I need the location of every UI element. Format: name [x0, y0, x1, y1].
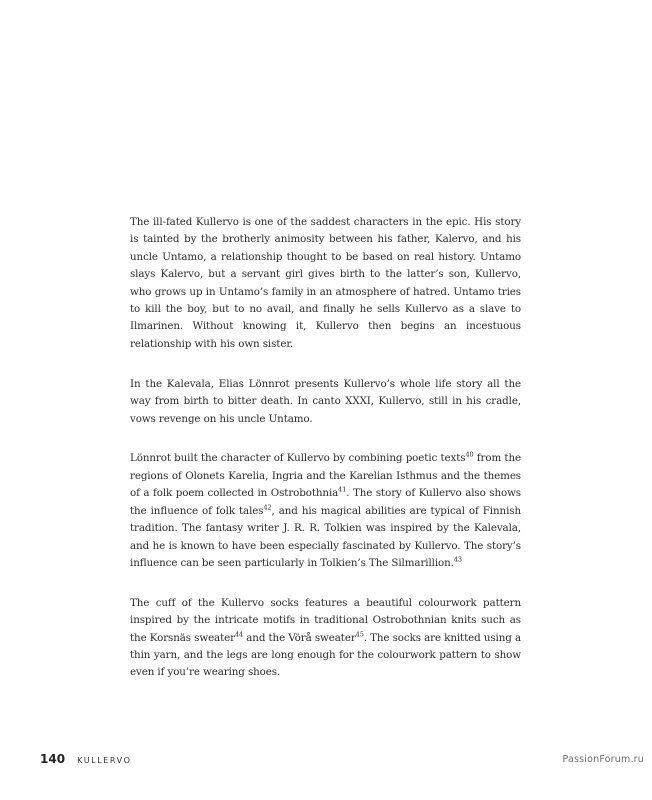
footnote-ref: 44 [234, 630, 244, 639]
text-run: In the Kalevala, Elias Lönnrot presents Kullervo’s whole life story all the way from birth to bitter death. In canto XXXI, Kullervo, still in his cradle, vows revenge on his uncle Untamo. [130, 377, 521, 425]
body-text [130, 214, 521, 704]
page-number: 140 [40, 752, 66, 766]
footnote-ref: 41 [338, 485, 347, 494]
footnote-ref: 42 [263, 503, 272, 512]
text-run: The cuff of the Kullervo socks features a beautiful colourwork pattern inspired by the intricate motifs in traditional Ostrobothnian knits such as the Korsnäs sweater [130, 596, 521, 644]
paragraph [130, 376, 521, 428]
watermark: PassionForum.ru [562, 754, 644, 765]
running-head: KULLERVO [77, 756, 132, 765]
paragraph [130, 214, 521, 353]
text-run: . The socks are knitted using a thin yarn, and the legs are long enough for the colourwork pattern to show even if you’re wearing shoes. [130, 631, 522, 679]
paragraph [130, 595, 521, 682]
text-run: . The story of Kullervo also shows the influence of folk tales [130, 487, 521, 517]
footnote-ref: 40 [465, 451, 474, 460]
paragraph [130, 450, 521, 572]
footnote-ref: 43 [453, 555, 462, 564]
text-run: Lönnrot built the character of Kullervo by combining poetic texts [130, 452, 466, 465]
footnote-ref: 45 [355, 630, 364, 639]
text-run: from the regions of Olonets Karelia, Ingria and the Karelian Isthmus and the themes of a folk poem collected in Ostrobothnia [130, 452, 521, 500]
text-run: , and his magical abilities are typical of Finnish tradition. The fantasy writer J. R. R. Tolkien was inspired by the Kalevala, and he is known to have been especially fascinated by Kullervo. The story’s influence can be seen particularly in Tolkien’s The Silmarillion. [130, 504, 521, 569]
page-footer [40, 752, 131, 766]
text-run: and the Vörå sweater [243, 631, 356, 644]
text-run: The ill-fated Kullervo is one of the saddest characters in the epic. His story is tainted by the brotherly animosity between his father, Kalervo, and his uncle Untamo, a relationship thought to be based on real history. Untamo slays Kalervo, but a servant girl gives birth to the latter’s son, Kullervo, who grows up in Untamo’s family in an atmosphere of hatred. Untamo tries to kill the boy, but to no avail, and finally he sells Kullervo as a slave to Ilmarinen. Without knowing it, Kullervo then begins an incestuous relationship with his own sister. [130, 216, 521, 350]
